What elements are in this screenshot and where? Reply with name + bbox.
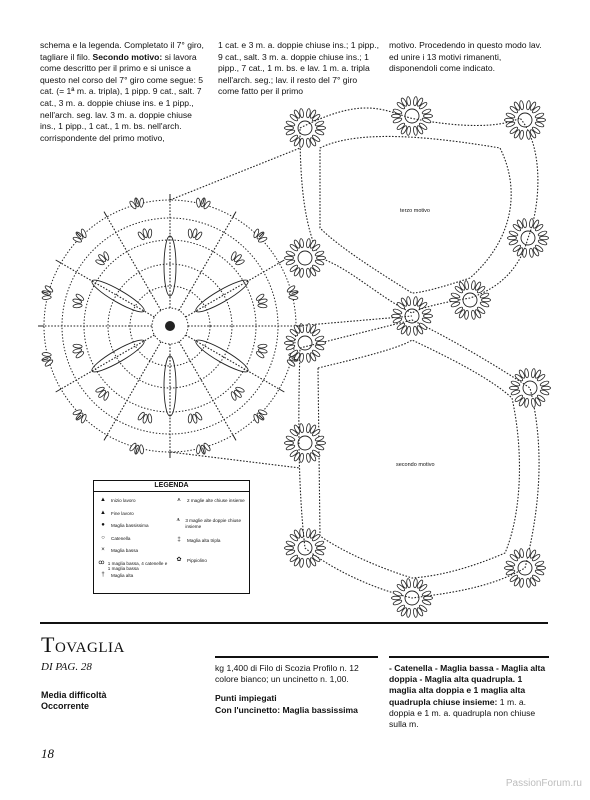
cluster-mark — [136, 227, 154, 242]
small-ring — [463, 293, 477, 307]
second-motif-text: si lavora come descritto per il primo e si unisce a questo nel corso del 7° giro come segue: 5 cat. (= 1ª m. a. tripla), 1 pipp. 9 cat., salt. 7 cat., 3 m. a. doppie chiuse ins. e 1 pipp., nell'arch. seg. lav. 3 m. a. doppie chiuse ins., 1 pipp., 1 cat., 1 m. bs. nell'arch. corrispondente del primo motivo, — [40, 51, 203, 143]
chain-arc — [318, 340, 519, 578]
watermark: PassionForum.ru — [505, 778, 582, 789]
picot-combo-icon: ꝏ — [98, 559, 105, 566]
cluster-mark — [186, 410, 204, 425]
small-ring — [298, 436, 312, 450]
materials-block — [215, 663, 378, 716]
cluster-mark — [535, 112, 546, 128]
stitches-label: Punti impiegati — [215, 693, 277, 704]
legend-label: Maglia alta — [111, 573, 134, 578]
cluster-mark — [507, 230, 518, 246]
chain-line — [179, 342, 233, 436]
legend-item — [98, 573, 170, 579]
needed-label: Occorrente — [41, 701, 90, 711]
end-arrow-icon: ▲ — [100, 509, 106, 516]
rule-col3 — [389, 656, 549, 658]
cluster-mark — [315, 540, 326, 556]
chain-line — [170, 452, 300, 468]
cluster-mark — [480, 292, 491, 308]
difficulty-block — [41, 690, 107, 712]
cluster-2tr-icon: ⩚ — [177, 497, 181, 503]
legend-label: Maglia bassa — [111, 548, 139, 553]
small-ring — [405, 109, 419, 123]
cluster-mark — [391, 590, 402, 606]
intro-text: schema e la legenda. Completato il 7° giro, tagliare il filo. — [40, 40, 204, 62]
crochet-diagram — [0, 88, 590, 618]
cluster-mark — [254, 292, 269, 310]
article-title: Tovaglia — [41, 632, 125, 657]
cluster-mark — [284, 120, 295, 136]
cluster-mark — [422, 590, 433, 606]
cluster-mark — [391, 108, 402, 124]
cluster-mark — [186, 227, 204, 242]
cluster-3dtr-icon: ⩚ — [176, 517, 180, 523]
legend-label: Maglia bassissima — [111, 523, 149, 528]
small-ring — [521, 231, 535, 245]
legend-label: Maglia alta tripla — [187, 538, 221, 543]
legend-label: 1 maglia bassa, 4 catenelle e 1 maglia bassa — [107, 560, 168, 572]
edge-stitch — [56, 260, 61, 263]
chain-icon: ○ — [101, 534, 105, 541]
legend-label: 2 maglie alte chiuse insieme — [187, 498, 245, 503]
chain-line — [186, 263, 280, 317]
legend-label: Catenella — [111, 535, 131, 541]
edge-stitch — [104, 212, 107, 217]
second-motif-label: Secondo motivo: — [92, 51, 163, 62]
small-ring — [298, 336, 312, 350]
small-ring — [518, 561, 532, 575]
picot-icon: ✿ — [176, 557, 182, 563]
difficulty-text: Media difficoltà — [41, 690, 107, 700]
third-motif-label: terzo motivo — [400, 208, 430, 214]
legend-label: Fine lavoro — [111, 510, 134, 516]
stitches-block — [389, 663, 549, 730]
cluster-mark — [315, 335, 326, 351]
col3-text: motivo. Procedendo in questo modo lav. ed unire i 13 motivi rimanenti, disponendoli come indicato. — [389, 40, 542, 74]
start-arrow-icon: ▲ — [100, 497, 106, 503]
cluster-mark — [540, 380, 551, 396]
legend-item — [98, 561, 170, 572]
cluster-mark — [422, 108, 433, 124]
cluster-mark — [449, 292, 460, 308]
legend-label: Pippiolino — [187, 558, 207, 563]
chain-line — [170, 148, 300, 200]
cluster-mark — [284, 540, 295, 556]
cluster-mark — [504, 112, 515, 128]
double-crochet-icon: † — [101, 572, 105, 578]
stitches-rest: 1 m. a. doppia e 1 m. a. quadrupla non chiuse sulla m. — [389, 696, 536, 730]
stitches-bold: - Catenella - Maglia bassa - Maglia alta doppia - Maglia alta quadrupla. 1 maglia alta doppia e 1 maglia alta quadrupla chiuse insieme: — [389, 663, 546, 707]
cluster-mark — [284, 435, 295, 451]
edge-stitch — [279, 389, 284, 392]
chain-line — [61, 263, 155, 317]
single-crochet-icon: × — [101, 547, 105, 553]
legend-item — [98, 498, 170, 504]
second-motif-label-diagram: secondo motivo — [396, 462, 435, 468]
cluster-mark — [391, 308, 402, 324]
cluster-mark — [535, 560, 546, 576]
page-number: 18 — [41, 746, 54, 761]
cluster-mark — [315, 435, 326, 451]
small-ring — [523, 381, 537, 395]
chain-line — [61, 335, 155, 389]
cluster-mark — [538, 230, 549, 246]
edge-stitch — [233, 212, 236, 217]
cluster-mark — [422, 308, 433, 324]
edge-stitch — [56, 389, 61, 392]
legend-box — [93, 480, 250, 594]
legend-item — [98, 511, 170, 517]
chain-arc — [320, 136, 511, 293]
legend-item — [174, 558, 246, 564]
legend-item — [98, 523, 170, 529]
col2-text: 1 cat. e 3 m. a. doppie chiuse ins.; 1 pipp., 9 cat., salt. 3 m. a. doppie chiuse ins.; 1 pipp., 7 cat., 1 m. bs. e lav. 1 m. a. tripla nell'arch. seg.; lav. il resto del 7° giro come fatto per il primo — [218, 40, 379, 97]
text-column-3 — [389, 40, 549, 75]
legend-title: LEGENDA — [94, 481, 249, 492]
legend-item — [174, 498, 246, 504]
chain-arc — [299, 320, 539, 598]
chain-line — [179, 217, 233, 311]
legend-item — [174, 518, 246, 529]
legend-item — [174, 538, 246, 544]
legend-item — [98, 536, 170, 542]
cluster-mark — [509, 380, 520, 396]
slip-stitch-icon: ● — [101, 522, 105, 528]
materials-text: kg 1,400 di Filo di Scozia Profilo n. 12 colore bianco; un uncinetto n. 1,00. — [215, 663, 359, 685]
rule-col2 — [215, 656, 378, 658]
center-mark — [165, 321, 175, 331]
legend-label: Inizio lavoro — [111, 498, 136, 503]
edge-stitch — [233, 435, 236, 440]
diagram-drawing — [0, 88, 590, 618]
edge-stitch — [279, 260, 284, 263]
cluster-mark — [136, 410, 154, 425]
cluster-mark — [315, 120, 326, 136]
cluster-mark — [71, 342, 86, 360]
article-subtitle: DI PAG. 28 — [41, 661, 92, 673]
cluster-mark — [315, 250, 326, 266]
small-ring — [298, 251, 312, 265]
chain-line — [186, 335, 280, 389]
edge-stitch — [104, 435, 107, 440]
cluster-mark — [71, 292, 86, 310]
triple-crochet-icon: ‡ — [177, 537, 181, 543]
legend-item — [98, 548, 170, 554]
cluster-mark — [254, 342, 269, 360]
cluster-mark — [228, 249, 247, 268]
cluster-mark — [284, 250, 295, 266]
legend-label: 3 maglie alte doppie chiuse insieme — [185, 518, 242, 529]
section-divider — [40, 622, 548, 624]
stitches-text: Con l'uncinetto: Maglia bassissima — [215, 704, 358, 715]
